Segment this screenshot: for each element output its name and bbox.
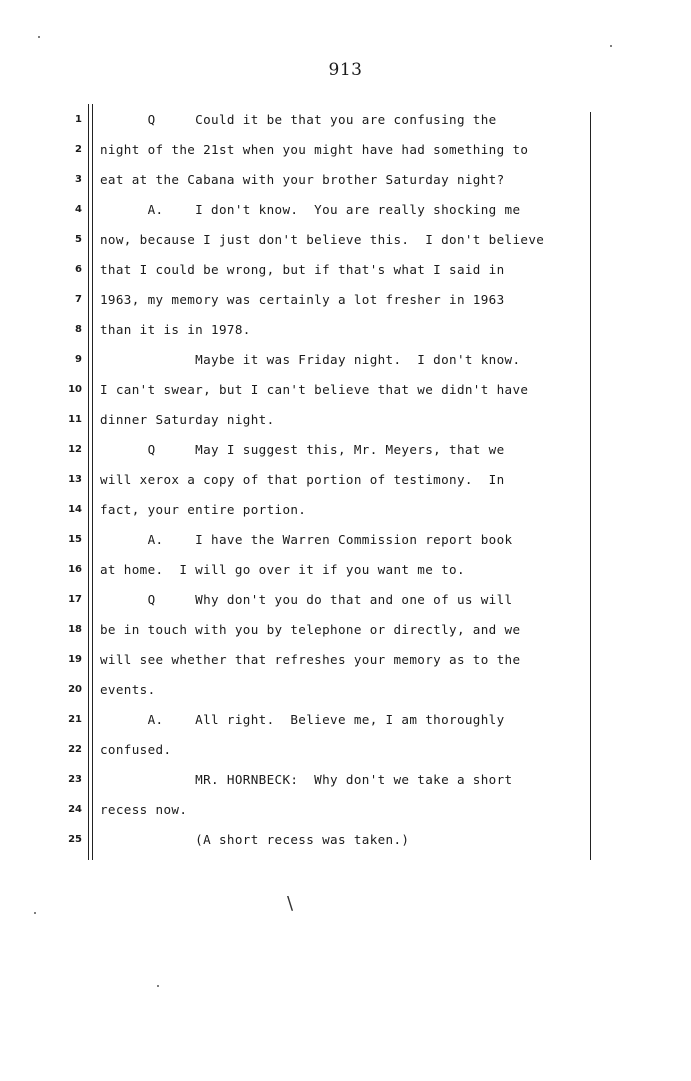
line-text: will xerox a copy of that portion of testimony. In <box>100 472 505 487</box>
line-number: 15 <box>68 534 82 545</box>
line-text: (A short recess was taken.) <box>100 832 410 847</box>
transcript-line <box>0 768 691 798</box>
line-number: 4 <box>75 204 82 215</box>
transcript-line <box>0 438 691 468</box>
line-number: 17 <box>68 594 82 605</box>
line-text: recess now. <box>100 802 188 817</box>
transcript-line <box>0 318 691 348</box>
transcript-line <box>0 528 691 558</box>
line-number: 19 <box>68 654 82 665</box>
transcript-line <box>0 708 691 738</box>
transcript-line <box>0 228 691 258</box>
transcript-line <box>0 618 691 648</box>
line-text: fact, your entire portion. <box>100 502 307 517</box>
transcript-line <box>0 678 691 708</box>
transcript-line <box>0 648 691 678</box>
line-text: Q Could it be that you are confusing the <box>100 112 497 127</box>
line-number: 25 <box>68 834 82 845</box>
scan-speck <box>157 985 159 987</box>
line-number: 11 <box>68 414 82 425</box>
transcript-line <box>0 138 691 168</box>
line-number: 10 <box>68 384 82 395</box>
line-text: A. All right. Believe me, I am thoroughly <box>100 712 505 727</box>
line-text: at home. I will go over it if you want me to. <box>100 562 465 577</box>
scan-speck <box>610 45 612 47</box>
transcript-line <box>0 558 691 588</box>
line-number: 22 <box>68 744 82 755</box>
line-text: Q May I suggest this, Mr. Meyers, that we <box>100 442 505 457</box>
line-number: 2 <box>75 144 82 155</box>
line-text: Maybe it was Friday night. I don't know. <box>100 352 521 367</box>
line-text: confused. <box>100 742 172 757</box>
line-text: be in touch with you by telephone or directly, and we <box>100 622 521 637</box>
transcript-line <box>0 588 691 618</box>
line-number: 3 <box>75 174 82 185</box>
line-number: 20 <box>68 684 82 695</box>
line-number: 6 <box>75 264 82 275</box>
transcript-line <box>0 258 691 288</box>
line-text: night of the 21st when you might have had something to <box>100 142 529 157</box>
line-text: will see whether that refreshes your memory as to the <box>100 652 521 667</box>
line-number: 16 <box>68 564 82 575</box>
line-number: 12 <box>68 444 82 455</box>
transcript-line <box>0 288 691 318</box>
transcript-line <box>0 738 691 768</box>
transcript-line <box>0 468 691 498</box>
scan-speck <box>34 912 36 914</box>
line-number: 13 <box>68 474 82 485</box>
line-text: A. I don't know. You are really shocking me <box>100 202 521 217</box>
line-text: that I could be wrong, but if that's what I said in <box>100 262 505 277</box>
line-number: 1 <box>75 114 82 125</box>
line-number: 23 <box>68 774 82 785</box>
line-text: eat at the Cabana with your brother Saturday night? <box>100 172 505 187</box>
line-text: I can't swear, but I can't believe that we didn't have <box>100 382 529 397</box>
page-number: 913 <box>328 60 363 80</box>
transcript-line <box>0 198 691 228</box>
scan-speck <box>38 36 40 38</box>
line-number: 24 <box>68 804 82 815</box>
line-text: 1963, my memory was certainly a lot fresher in 1963 <box>100 292 505 307</box>
transcript-line <box>0 828 691 858</box>
transcript-line <box>0 348 691 378</box>
transcript-line <box>0 798 691 828</box>
line-number: 14 <box>68 504 82 515</box>
line-number: 8 <box>75 324 82 335</box>
line-text: Q Why don't you do that and one of us will <box>100 592 513 607</box>
transcript-line <box>0 408 691 438</box>
line-number: 5 <box>75 234 82 245</box>
line-text: MR. HORNBECK: Why don't we take a short <box>100 772 513 787</box>
line-number: 21 <box>68 714 82 725</box>
transcript-line <box>0 168 691 198</box>
line-text: A. I have the Warren Commission report book <box>100 532 513 547</box>
line-text: dinner Saturday night. <box>100 412 275 427</box>
stray-mark: \ <box>287 893 294 914</box>
line-text: now, because I just don't believe this. I don't believe <box>100 232 545 247</box>
transcript-line <box>0 108 691 138</box>
line-number: 9 <box>75 354 82 365</box>
line-number: 18 <box>68 624 82 635</box>
transcript-line <box>0 498 691 528</box>
transcript-line <box>0 378 691 408</box>
line-text: events. <box>100 682 156 697</box>
line-number: 7 <box>75 294 82 305</box>
line-text: than it is in 1978. <box>100 322 251 337</box>
